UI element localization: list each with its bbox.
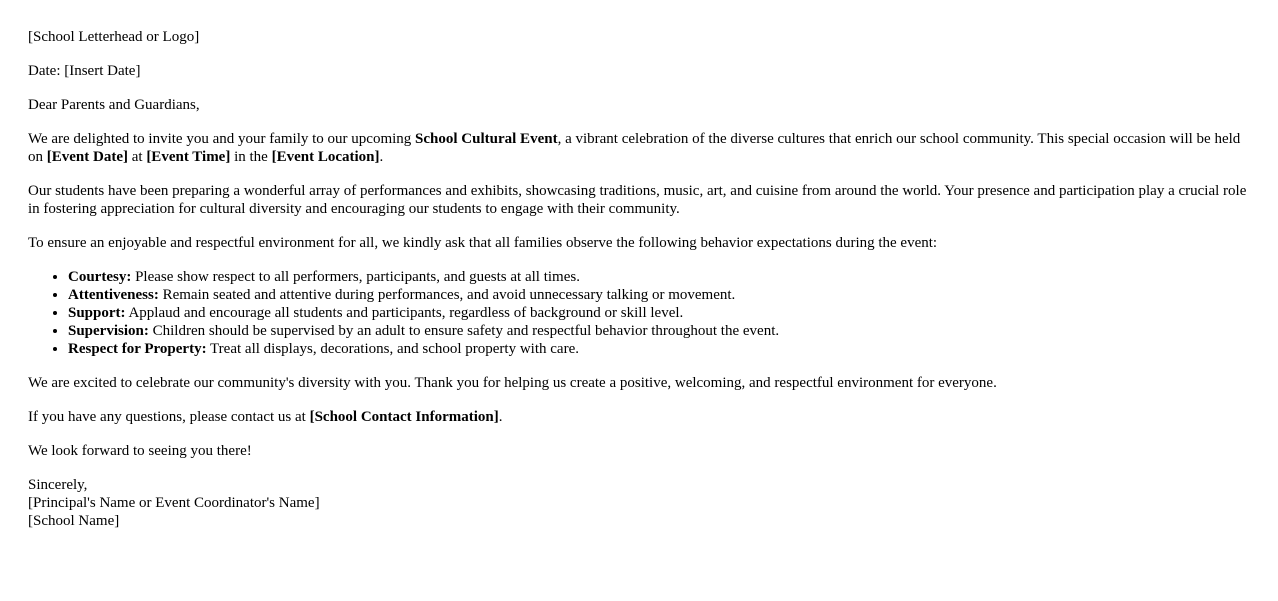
list-item — [68, 268, 1250, 286]
event-time: [Event Time] — [146, 149, 231, 165]
list-item — [68, 322, 1250, 340]
preparation-paragraph: Our students have been preparing a wonderful array of performances and exhibits, showcasing traditions, music, art, and cuisine from around the world. Your presence and participation play a crucial role in fostering appreciation for cultural diversity and encouraging our students to engage with their community. — [28, 183, 1247, 217]
expectation-text: Remain seated and attentive during performances, and avoid unnecessary talking or movement. — [158, 287, 736, 303]
list-item — [68, 340, 1250, 358]
celebrate-paragraph: We are excited to celebrate our community's diversity with you. Thank you for helping us create a positive, welcoming, and respectful environment for everyone. — [28, 375, 997, 391]
expectations-list — [28, 268, 1250, 358]
intro-text-1: We are delighted to invite you and your family to our upcoming — [28, 131, 416, 147]
salutation: Dear Parents and Guardians, — [28, 97, 200, 113]
contact-text-1: If you have any questions, please contact us at — [28, 409, 310, 425]
list-item — [68, 304, 1250, 322]
expectation-term: Supervision: — [68, 323, 149, 339]
expectation-text: Children should be supervised by an adult to ensure safety and respectful behavior throughout the event. — [148, 323, 780, 339]
expectation-text: Applaud and encourage all students and participants, regardless of background or skill level. — [125, 305, 684, 321]
letter-document — [28, 28, 1250, 530]
event-name: School Cultural Event — [415, 131, 558, 147]
letterhead: [School Letterhead or Logo] — [28, 29, 200, 45]
expectations-intro: To ensure an enjoyable and respectful environment for all, we kindly ask that all families observe the following behavior expectations during the event: — [28, 235, 938, 251]
intro-text-3: at — [127, 149, 147, 165]
contact-info: [School Contact Information] — [309, 409, 499, 425]
event-date: [Event Date] — [46, 149, 128, 165]
expectation-term: Attentiveness: — [68, 287, 159, 303]
expectation-term: Respect for Property: — [68, 341, 207, 357]
expectation-term: Support: — [68, 305, 126, 321]
expectation-term: Courtesy: — [68, 269, 132, 285]
date-line: Date: [Insert Date] — [28, 63, 141, 79]
contact-text-2: . — [498, 409, 503, 425]
intro-text-5: . — [379, 149, 384, 165]
signoff-closing: Sincerely, — [28, 477, 88, 493]
signoff-name: [Principal's Name or Event Coordinator's Name] — [28, 495, 320, 511]
signoff-block — [28, 476, 1250, 530]
signoff-school: [School Name] — [28, 513, 120, 529]
event-location: [Event Location] — [271, 149, 380, 165]
intro-paragraph — [28, 130, 1250, 166]
list-item — [68, 286, 1250, 304]
contact-paragraph — [28, 408, 1250, 426]
expectation-text: Please show respect to all performers, participants, and guests at all times. — [131, 269, 580, 285]
closing-line: We look forward to seeing you there! — [28, 443, 252, 459]
intro-text-4: in the — [230, 149, 272, 165]
intro-text-2: , a vibrant celebration of the diverse cultures that enrich our school community. This special occasion will be held on — [28, 131, 1241, 165]
expectation-text: Treat all displays, decorations, and school property with care. — [206, 341, 579, 357]
